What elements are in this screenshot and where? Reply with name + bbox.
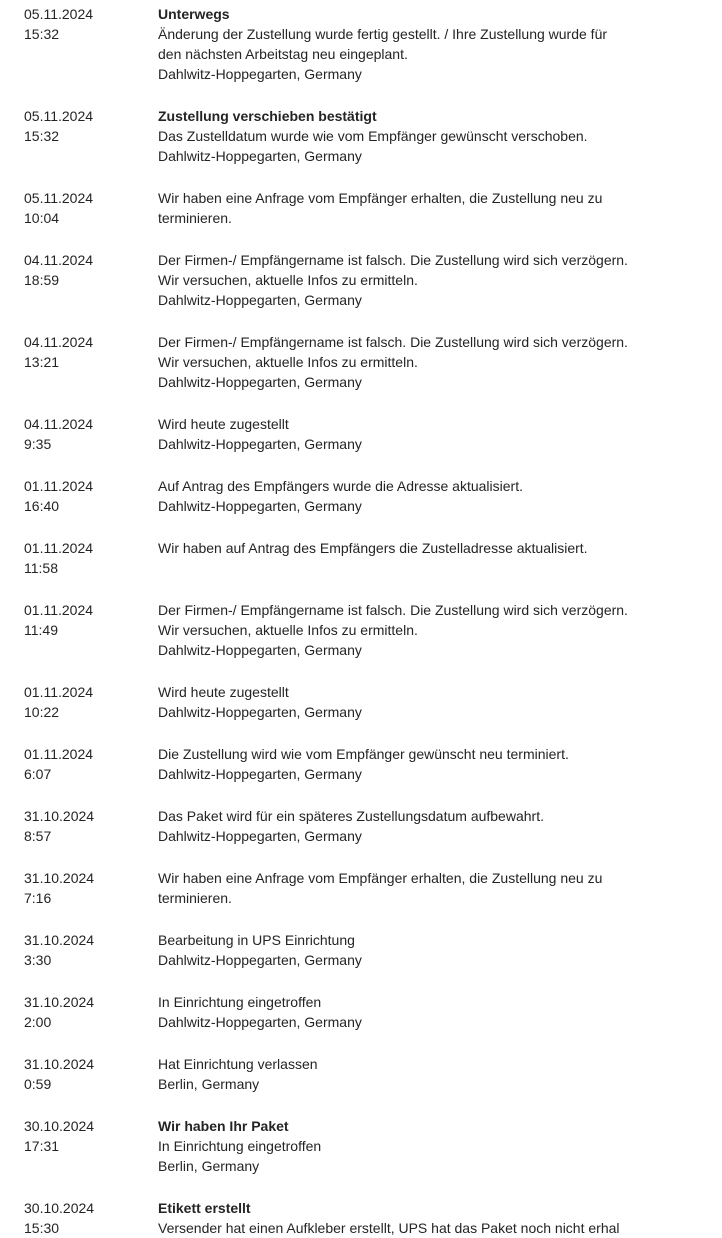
event-timestamp [24,868,158,908]
event-timestamp [24,1198,158,1238]
event-description: Die Zustellung wird wie vom Empfänger gewünscht neu terminiert. [158,746,569,762]
timeline-event [0,4,722,84]
timeline-event [0,414,722,454]
event-time: 13:21 [24,354,60,370]
timeline-event [0,744,722,784]
event-date: 04.11.2024 [24,334,94,350]
event-date: 31.10.2024 [24,808,95,824]
event-description: Das Paket wird für ein späteres Zustellungsdatum aufbewahrt. [158,808,544,824]
timeline-event [0,1054,722,1094]
event-details [158,744,638,784]
event-description: Wir versuchen, aktuelle Infos zu ermitteln. [158,622,418,638]
event-time: 18:59 [24,272,60,288]
event-date: 30.10.2024 [24,1118,95,1134]
event-description: Änderung der Zustellung wurde fertig gestellt. / Ihre Zustellung wurde für [158,26,608,42]
timeline-event [0,682,722,722]
event-time: 11:58 [24,560,58,576]
event-details [158,600,638,660]
event-details [158,188,638,228]
event-details [158,332,638,392]
event-details [158,106,638,166]
event-description: Der Firmen-/ Empfängername ist falsch. Die Zustellung wird sich verzögern. [158,334,628,350]
event-date: 01.11.2024 [24,684,94,700]
event-timestamp [24,1054,158,1094]
event-description: den nächsten Arbeitstag neu eingeplant. [158,46,408,62]
event-date: 04.11.2024 [24,252,94,268]
event-timestamp [24,538,158,578]
event-location: Dahlwitz-Hoppegarten, Germany [158,436,362,452]
event-details [158,1198,638,1238]
event-time: 16:40 [24,498,60,514]
event-location: Berlin, Germany [158,1076,260,1092]
timeline-event [0,1198,722,1238]
event-title: Unterwegs [158,6,230,22]
event-description: Hat Einrichtung verlassen [158,1056,318,1072]
timeline-event [0,868,722,908]
event-date: 04.11.2024 [24,416,94,432]
event-location: Dahlwitz-Hoppegarten, Germany [158,952,362,968]
event-description: Wir versuchen, aktuelle Infos zu ermitteln. [158,354,418,370]
event-date: 01.11.2024 [24,602,94,618]
event-description: In Einrichtung eingetroffen [158,994,322,1010]
event-location: Dahlwitz-Hoppegarten, Germany [158,642,362,658]
event-time: 10:22 [24,704,60,720]
event-time: 2:00 [24,1014,52,1030]
event-title: Etikett erstellt [158,1200,251,1216]
event-timestamp [24,250,158,310]
shipment-progress-timeline [0,4,722,1238]
event-date: 01.11.2024 [24,746,94,762]
event-location: Dahlwitz-Hoppegarten, Germany [158,498,362,514]
timeline-event [0,806,722,846]
event-details [158,4,638,84]
timeline-event [0,332,722,392]
event-date: 05.11.2024 [24,6,94,22]
event-details [158,476,638,516]
event-description: terminieren. [158,210,232,226]
event-description: Der Firmen-/ Empfängername ist falsch. Die Zustellung wird sich verzögern. [158,602,628,618]
event-timestamp [24,332,158,392]
event-date: 31.10.2024 [24,994,95,1010]
event-description: Wir versuchen, aktuelle Infos zu ermitteln. [158,272,418,288]
event-timestamp [24,744,158,784]
event-date: 05.11.2024 [24,190,94,206]
event-details [158,682,638,722]
timeline-event [0,930,722,970]
event-description: Wird heute zugestellt [158,684,289,700]
event-date: 30.10.2024 [24,1200,95,1216]
event-location: Dahlwitz-Hoppegarten, Germany [158,66,362,82]
event-description: Auf Antrag des Empfängers wurde die Adresse aktualisiert. [158,478,523,494]
event-details [158,992,638,1032]
event-timestamp [24,476,158,516]
event-timestamp [24,806,158,846]
event-date: 31.10.2024 [24,1056,95,1072]
event-timestamp [24,414,158,454]
event-time: 10:04 [24,210,60,226]
event-location: Dahlwitz-Hoppegarten, Germany [158,704,362,720]
event-timestamp [24,1116,158,1176]
event-details [158,1054,638,1094]
event-date: 31.10.2024 [24,932,95,948]
timeline-event [0,600,722,660]
timeline-event [0,188,722,228]
event-description: Versender hat einen Aufkleber erstellt, UPS hat das Paket noch nicht erhal [158,1220,620,1236]
event-details [158,930,638,970]
event-details [158,1116,638,1176]
event-time: 0:59 [24,1076,52,1092]
event-description: Bearbeitung in UPS Einrichtung [158,932,355,948]
timeline-event [0,1116,722,1176]
event-description: Der Firmen-/ Empfängername ist falsch. Die Zustellung wird sich verzögern. [158,252,628,268]
event-time: 11:49 [24,622,58,638]
event-description: In Einrichtung eingetroffen [158,1138,322,1154]
event-description: Das Zustelldatum wurde wie vom Empfänger gewünscht verschoben. [158,128,588,144]
event-location: Berlin, Germany [158,1158,260,1174]
event-time: 15:30 [24,1220,60,1236]
event-date: 01.11.2024 [24,540,94,556]
event-time: 3:30 [24,952,52,968]
event-description: Wir haben auf Antrag des Empfängers die Zustelladresse aktualisiert. [158,540,588,556]
timeline-event [0,476,722,516]
event-location: Dahlwitz-Hoppegarten, Germany [158,374,362,390]
event-timestamp [24,106,158,166]
event-location: Dahlwitz-Hoppegarten, Germany [158,766,362,782]
event-time: 8:57 [24,828,52,844]
event-details [158,250,638,310]
event-title: Zustellung verschieben bestätigt [158,108,377,124]
event-timestamp [24,4,158,84]
event-time: 6:07 [24,766,52,782]
event-description: Wir haben eine Anfrage vom Empfänger erhalten, die Zustellung neu zu [158,190,603,206]
event-location: Dahlwitz-Hoppegarten, Germany [158,828,362,844]
event-time: 15:32 [24,128,60,144]
timeline-event [0,250,722,310]
event-timestamp [24,600,158,660]
event-timestamp [24,682,158,722]
event-time: 17:31 [24,1138,60,1154]
event-time: 7:16 [24,890,52,906]
event-location: Dahlwitz-Hoppegarten, Germany [158,148,362,164]
timeline-event [0,992,722,1032]
event-details [158,806,638,846]
event-timestamp [24,992,158,1032]
event-description: terminieren. [158,890,232,906]
event-details [158,868,638,908]
timeline-event [0,538,722,578]
event-location: Dahlwitz-Hoppegarten, Germany [158,1014,362,1030]
event-title: Wir haben Ihr Paket [158,1118,289,1134]
event-timestamp [24,188,158,228]
event-date: 05.11.2024 [24,108,94,124]
event-timestamp [24,930,158,970]
event-location: Dahlwitz-Hoppegarten, Germany [158,292,362,308]
timeline-event [0,106,722,166]
event-description: Wird heute zugestellt [158,416,289,432]
event-date: 01.11.2024 [24,478,94,494]
event-date: 31.10.2024 [24,870,95,886]
event-time: 9:35 [24,436,52,452]
event-time: 15:32 [24,26,60,42]
event-details [158,414,638,454]
event-details [158,538,638,578]
event-description: Wir haben eine Anfrage vom Empfänger erhalten, die Zustellung neu zu [158,870,603,886]
